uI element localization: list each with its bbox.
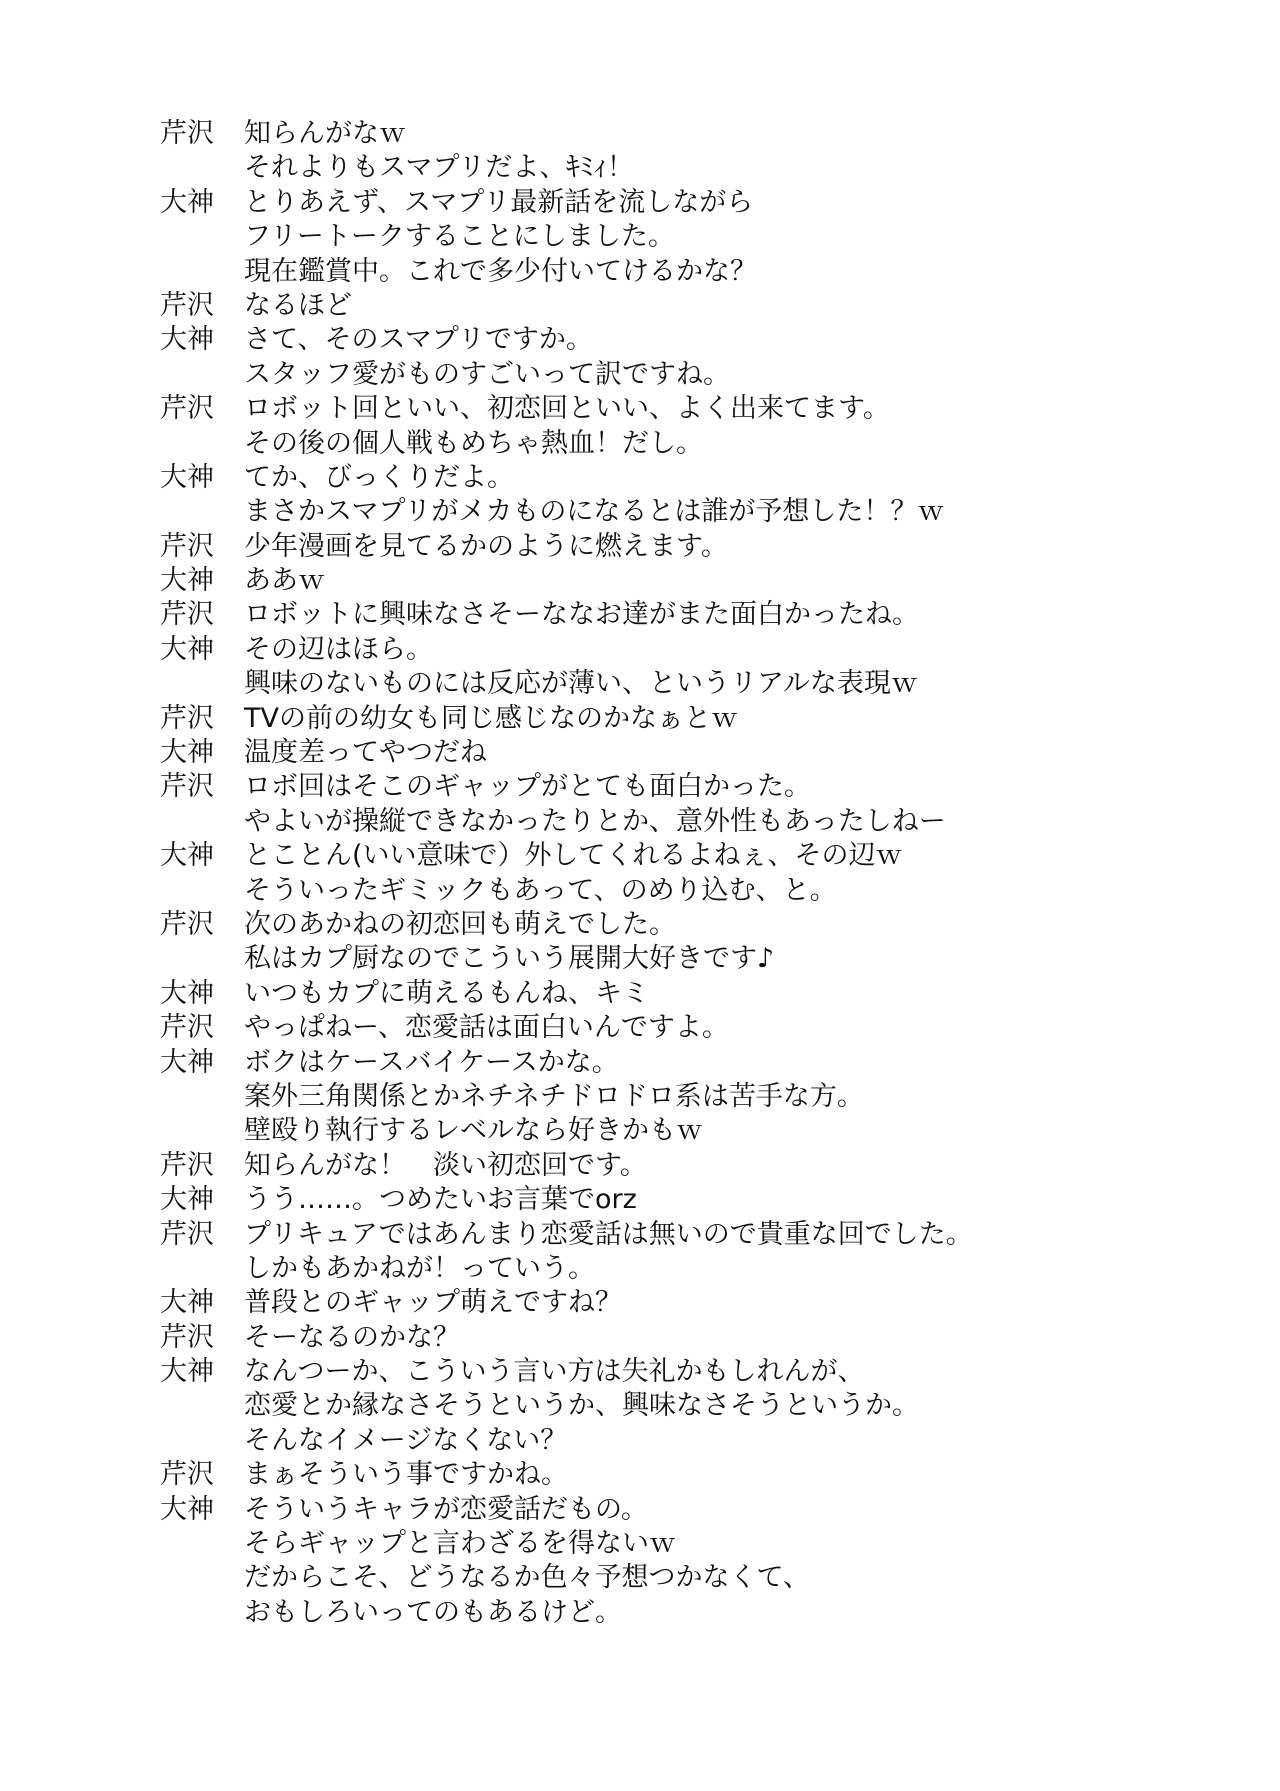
dialogue-text: おもしろいってのもあるけど。	[244, 1596, 622, 1628]
dialogue-text: なんつーか、こういう言い方は失礼かもしれんが、	[244, 1356, 865, 1388]
dialogue-text: そういうキャラが恋愛話だもの。	[244, 1493, 648, 1525]
dialogue-line	[160, 427, 1220, 461]
dialogue-text: 温度差ってやつだね	[244, 737, 487, 769]
speaker-name: 大神	[160, 324, 214, 356]
dialogue-line	[160, 220, 1220, 254]
dialogue-line	[160, 1011, 1220, 1045]
speaker-name: 大神	[160, 1046, 214, 1078]
speaker-name: 芹沢	[160, 1149, 214, 1181]
dialogue-line	[160, 839, 1220, 873]
dialogue-line	[160, 977, 1220, 1011]
dialogue-text: TVの前の幼女も同じ感じなのかなぁとｗ	[244, 702, 738, 734]
speaker-name: 芹沢	[160, 1218, 214, 1250]
dialogue-text: まぁそういう事ですかね。	[244, 1459, 568, 1491]
speaker-name: 大神	[160, 840, 214, 872]
speaker-name: 芹沢	[160, 530, 214, 562]
dialogue-line	[160, 1389, 1220, 1423]
dialogue-text: 現在鑑賞中。これで多少付いてけるかな？	[244, 255, 757, 287]
dialogue-text: ロボット回といい、初恋回といい、よく出来てます。	[244, 393, 890, 425]
dialogue-text: フリートークすることにしました。	[244, 221, 675, 253]
speaker-name: 大神	[160, 1184, 214, 1216]
dialogue-line	[160, 1561, 1220, 1595]
dialogue-text: それよりもスマプリだよ、ｷﾐｨ！	[244, 152, 634, 184]
dialogue-text: スタッフ愛がものすごいって訳ですね。	[244, 358, 730, 390]
dialogue-line	[160, 1046, 1220, 1080]
speaker-name: 芹沢	[160, 908, 214, 940]
dialogue-line	[160, 805, 1220, 839]
dialogue-line	[160, 908, 1220, 942]
dialogue-text: 知らんがな！ 淡い初恋回です。	[244, 1149, 647, 1181]
speaker-name: 大神	[160, 1356, 214, 1388]
dialogue-text: プリキュアではあんまり恋愛話は無いので貴重な回でした。	[244, 1218, 973, 1250]
dialogue-line	[160, 530, 1220, 564]
speaker-name: 大神	[160, 565, 214, 597]
speaker-name: 芹沢	[160, 1459, 214, 1491]
dialogue-text: その辺はほら。	[244, 633, 433, 665]
speaker-name: 芹沢	[160, 118, 214, 149]
dialogue-line	[160, 323, 1220, 357]
dialogue-line	[160, 770, 1220, 804]
speaker-name: 大神	[160, 186, 214, 218]
dialogue-line	[160, 117, 1220, 151]
dialogue-text: 興味のないものには反応が薄い、というリアルな表現ｗ	[244, 668, 918, 700]
dialogue-text: 次のあかねの初恋回も萌えでした。	[244, 908, 676, 940]
speaker-name: 芹沢	[160, 289, 214, 321]
dialogue-text: ボクはケースバイケースかな。	[244, 1046, 619, 1078]
dialogue-text: ああｗ	[244, 565, 325, 597]
dialogue-line	[160, 461, 1220, 495]
dialogue-line	[160, 358, 1220, 392]
speaker-name: 大神	[160, 737, 214, 769]
dialogue-text: 少年漫画を見てるかのように燃えます。	[244, 530, 728, 562]
dialogue-line	[160, 1355, 1220, 1389]
speaker-name: 芹沢	[160, 599, 214, 631]
dialogue-line	[160, 598, 1220, 632]
dialogue-text: そーなるのかな？	[244, 1321, 460, 1353]
dialogue-text: やっぱねー、恋愛話は面白いんですよ。	[244, 1012, 729, 1044]
dialogue-line	[160, 1114, 1220, 1148]
speaker-name: 大神	[160, 977, 214, 1009]
speaker-name: 芹沢	[160, 393, 214, 425]
dialogue-line	[160, 667, 1220, 701]
dialogue-line	[160, 151, 1220, 185]
speaker-name: 芹沢	[160, 771, 214, 803]
dialogue-text: まさかスマプリがメカものになるとは誰が予想した！？ｗ	[244, 496, 945, 528]
dialogue-line	[160, 289, 1220, 323]
dialogue-line	[160, 1493, 1220, 1527]
dialogue-text: だからこそ、どうなるか色々予想つかなくて、	[244, 1562, 810, 1594]
dialogue-line	[160, 255, 1220, 289]
dialogue-text: うう……。つめたいお言葉でorz	[244, 1184, 637, 1216]
dialogue-text: 普段とのギャップ萌えですね？	[244, 1287, 622, 1319]
dialogue-text: そらギャップと言わざるを得ないｗ	[244, 1528, 676, 1560]
dialogue-line	[160, 1252, 1220, 1286]
dialogue-text: その後の個人戦もめちゃ熱血！だし。	[244, 427, 703, 459]
dialogue-transcript	[160, 117, 1220, 1630]
dialogue-line	[160, 736, 1220, 770]
dialogue-line	[160, 1218, 1220, 1252]
dialogue-text: てか、びっくりだよ。	[244, 461, 514, 493]
dialogue-text: ロボットに興味なさそーななお達がまた面白かったね。	[244, 599, 919, 631]
dialogue-text: ロボ回はそこのギャップがとても面白かった。	[244, 771, 811, 803]
dialogue-line	[160, 633, 1220, 667]
dialogue-text: そんなイメージなくない？	[244, 1424, 568, 1456]
speaker-name: 大神	[160, 1287, 214, 1319]
dialogue-text: 壁殴り執行するレベルなら好きかもｗ	[244, 1115, 703, 1147]
dialogue-line	[160, 1080, 1220, 1114]
dialogue-line	[160, 942, 1220, 976]
dialogue-line	[160, 1149, 1220, 1183]
dialogue-text: 恋愛とか縁なさそうというか、興味なさそうというか。	[244, 1390, 919, 1422]
dialogue-line	[160, 1321, 1220, 1355]
speaker-name: 大神	[160, 1493, 214, 1525]
speaker-name: 芹沢	[160, 702, 214, 734]
dialogue-text: いつもカプに萌えるもんね、キミ	[244, 977, 649, 1009]
dialogue-text: とことん(いい意味で）外してくれるよねぇ、その辺ｗ	[244, 840, 903, 872]
dialogue-text: しかもあかねが！っていう。	[244, 1252, 595, 1284]
speaker-name: 芹沢	[160, 1012, 214, 1044]
dialogue-line	[160, 702, 1220, 736]
speaker-name: 大神	[160, 633, 214, 665]
dialogue-text: 私はカプ厨なのでこういう展開大好きです♪	[244, 943, 775, 975]
dialogue-text: やよいが操縦できなかったりとか、意外性もあったしねー	[244, 805, 946, 837]
dialogue-line	[160, 874, 1220, 908]
dialogue-text: なるほど	[244, 289, 352, 321]
dialogue-line	[160, 1183, 1220, 1217]
dialogue-line	[160, 1424, 1220, 1458]
dialogue-line	[160, 495, 1220, 529]
speaker-name: 大神	[160, 461, 214, 493]
dialogue-line	[160, 564, 1220, 598]
dialogue-line	[160, 1286, 1220, 1320]
dialogue-line	[160, 186, 1220, 220]
dialogue-text: さて、そのスマプリですか。	[244, 324, 593, 356]
dialogue-text: そういったギミックもあって、のめり込む、と。	[244, 874, 837, 906]
dialogue-line	[160, 392, 1220, 426]
dialogue-text: とりあえず、スマプリ最新話を流しながら	[244, 186, 754, 218]
dialogue-text: 案外三角関係とかネチネチドロドロ系は苦手な方。	[244, 1080, 864, 1112]
dialogue-line	[160, 1458, 1220, 1492]
speaker-name: 芹沢	[160, 1321, 214, 1353]
dialogue-line	[160, 1596, 1220, 1630]
dialogue-line	[160, 1527, 1220, 1561]
dialogue-text: 知らんがなｗ	[244, 118, 406, 149]
